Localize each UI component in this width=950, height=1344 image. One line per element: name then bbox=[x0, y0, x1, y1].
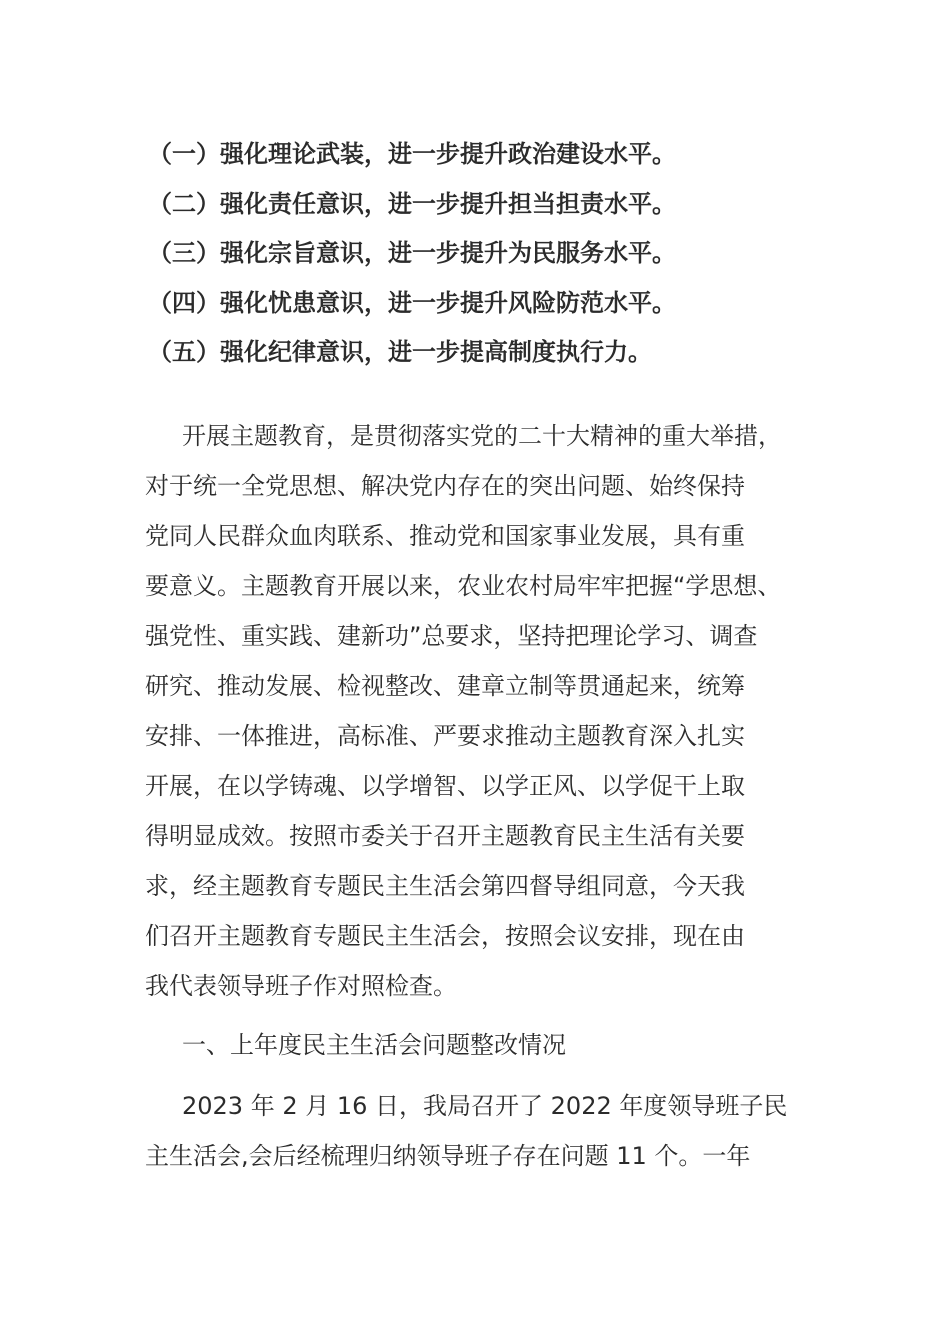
intro-line: 们召开主题教育专题民主生活会，按照会议安排，现在由 bbox=[145, 922, 745, 950]
intro-line: 研究、推动发展、检视整改、建章立制等贯通起来，统筹 bbox=[145, 672, 745, 700]
section-title bbox=[145, 1020, 825, 1070]
section-line: 2023 年 2 月 16 日，我局召开了 2022 年度领导班子民 bbox=[182, 1092, 788, 1120]
intro-line: 开展，在以学铸魂、以学增智、以学正风、以学促干上取 bbox=[145, 772, 745, 800]
intro-line: 开展主题教育，是贯彻落实党的二十大精神的重大举措， bbox=[182, 422, 782, 450]
section-paragraph bbox=[145, 1081, 825, 1181]
task-heading-list bbox=[148, 130, 848, 378]
intro-line: 得明显成效。按照市委关于召开主题教育民主生活有关要 bbox=[145, 822, 745, 850]
section-title-text: 一、上年度民主生活会问题整改情况 bbox=[182, 1031, 566, 1059]
intro-line: 强党性、重实践、建新功”总要求，坚持把理论学习、调查 bbox=[145, 622, 758, 650]
intro-line: 对于统一全党思想、解决党内存在的突出问题、始终保持 bbox=[145, 472, 745, 500]
intro-line: 党同人民群众血肉联系、推动党和国家事业发展，具有重 bbox=[145, 522, 745, 550]
task-heading-1: （一）强化理论武装，进一步提升政治建设水平。 bbox=[148, 140, 676, 168]
task-heading-3: （三）强化宗旨意识，进一步提升为民服务水平。 bbox=[148, 239, 676, 267]
intro-paragraph bbox=[145, 411, 825, 1011]
task-heading-2: （二）强化责任意识，进一步提升担当担责水平。 bbox=[148, 189, 676, 218]
task-heading-4: （四）强化忧患意识，进一步提升风险防范水平。 bbox=[148, 288, 676, 317]
intro-line: 安排、一体推进，高标准、严要求推动主题教育深入扎实 bbox=[145, 722, 745, 750]
intro-line: 求，经主题教育专题民主生活会第四督导组同意，今天我 bbox=[145, 872, 745, 900]
intro-line: 要意义。主题教育开展以来，农业农村局牢牢把握“学思想、 bbox=[145, 572, 782, 600]
section-line: 主生活会,会后经梳理归纳领导班子存在问题 11 个。一年 bbox=[145, 1142, 751, 1170]
intro-line: 我代表领导班子作对照检查。 bbox=[145, 972, 457, 1000]
task-heading-5: （五）强化纪律意识，进一步提高制度执行力。 bbox=[148, 338, 652, 366]
